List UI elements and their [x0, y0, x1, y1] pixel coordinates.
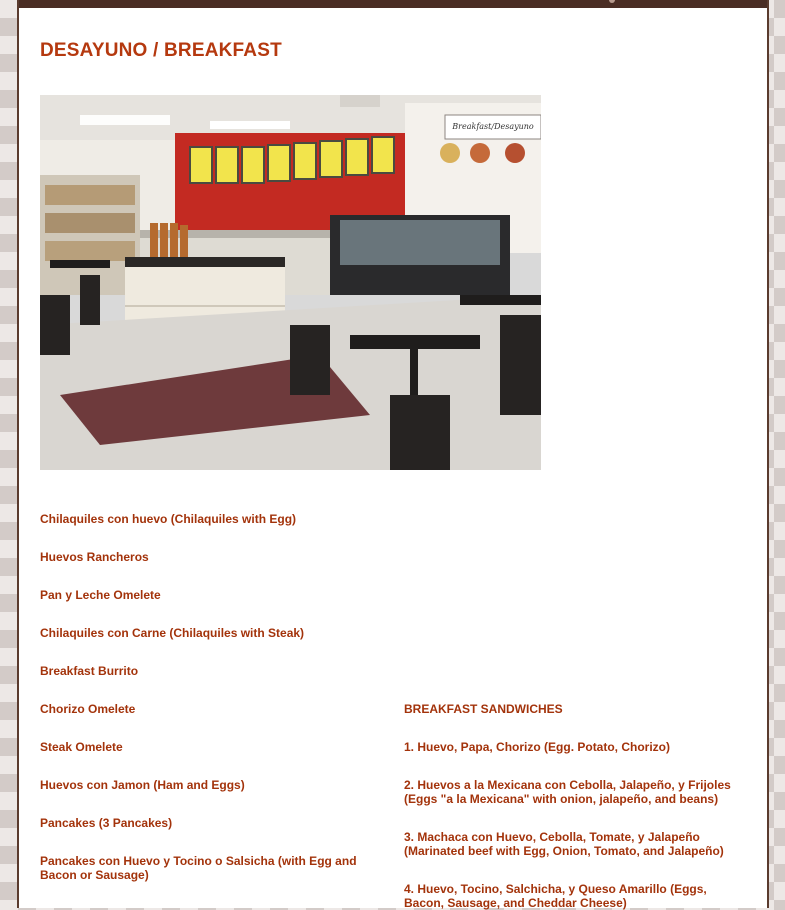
page-title: DESAYUNO / BREAKFAST [40, 40, 282, 61]
sandwich-item: 2. Huevos a la Mexicana con Cebolla, Jalapeño, y Frijoles (Eggs "a la Mexicana" with onion, jalapeño, and beans) [404, 778, 731, 806]
sandwich-item: 4. Huevo, Tocino, Salchicha, y Queso Amarillo (Eggs, Bacon, Sausage, and Cheddar Cheese) [404, 882, 707, 910]
menu-item: Huevos con Jamon (Ham and Eggs) [40, 778, 245, 792]
menu-item: Chorizo Omelete [40, 702, 136, 716]
top-nav-bar [19, 0, 767, 8]
sandwiches-heading: BREAKFAST SANDWICHES [404, 702, 563, 716]
restaurant-photo [40, 95, 541, 470]
content-panel [17, 0, 769, 908]
menu-item: Chilaquiles con Carne (Chilaquiles with Steak) [40, 626, 305, 640]
menu-item: Steak Omelete [40, 740, 123, 754]
menu-item: Breakfast Burrito [40, 664, 139, 678]
menu-item: Pancakes (3 Pancakes) [40, 816, 173, 830]
menu-item: Pancakes con Huevo y Tocino o Salsicha (with Egg and Bacon or Sausage) [40, 854, 357, 882]
nav-marker [609, 0, 615, 3]
sandwich-item: 1. Huevo, Papa, Chorizo (Egg. Potato, Chorizo) [404, 740, 671, 754]
menu-item: Pan y Leche Omelete [40, 588, 161, 602]
menu-item: Chilaquiles con huevo (Chilaquiles with Egg) [40, 512, 297, 526]
sign-text: Breakfast/Desayuno [452, 122, 534, 131]
sandwich-item: 3. Machaca con Huevo, Cebolla, Tomate, y Jalapeño (Marinated beef with Egg, Onion, Tomato, and Jalapeño) [404, 830, 724, 858]
menu-item: Huevos Rancheros [40, 550, 149, 564]
